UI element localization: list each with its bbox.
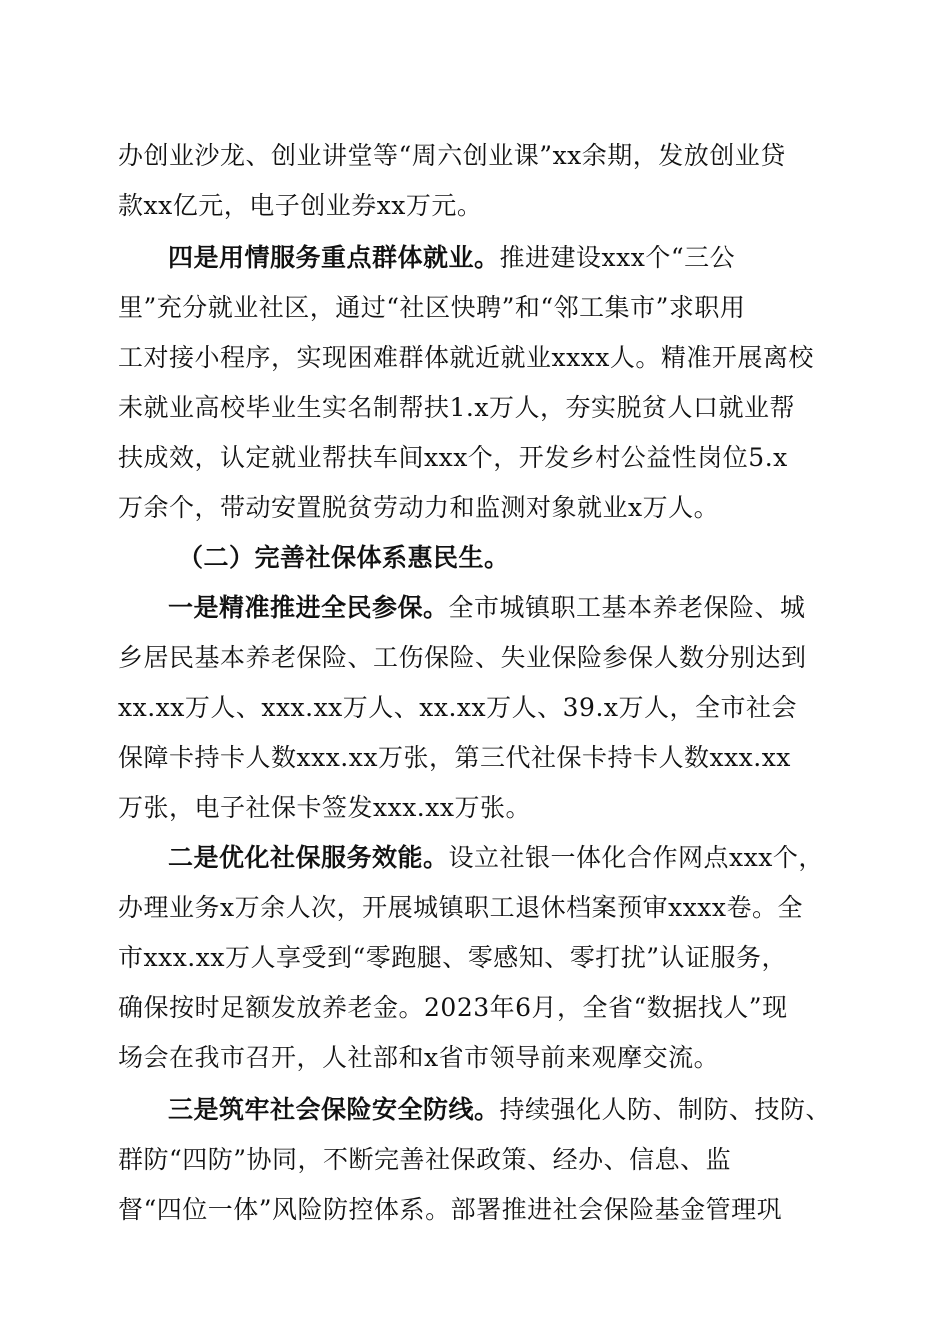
paragraph-lead: 一是精准推进全民参保。 [168, 593, 449, 622]
text-line: 扶成效，认定就业帮扶车间xxx个，开发乡村公益性岗位5.x [118, 443, 788, 472]
paragraph-text: 持续强化人防、制防、技防、 [499, 1095, 832, 1124]
paragraph-first-line [168, 240, 735, 276]
paragraph-first-line [168, 840, 824, 876]
text-line: xx.xx万人、xxx.xx万人、xx.xx万人、39.x万人，全市社会 [118, 693, 797, 722]
paragraph-lead: 二是优化社保服务效能。 [168, 843, 449, 872]
text-line: 款xx亿元，电子创业券xx万元。 [118, 191, 483, 220]
text-line: 确保按时足额发放养老金。2023年6月，全省“数据找人”现 [118, 993, 788, 1022]
text-line: 万张，电子社保卡签发xxx.xx万张。 [118, 793, 531, 822]
text-line: 保障卡持卡人数xxx.xx万张，第三代社保卡持卡人数xxx.xx [118, 743, 791, 772]
paragraph-lead: 三是筑牢社会保险安全防线。 [168, 1095, 500, 1124]
paragraph-first-line [168, 1092, 831, 1128]
paragraph-first-line [168, 590, 806, 626]
text-line: 场会在我市召开，人社部和x省市领导前来观摩交流。 [118, 1043, 720, 1072]
text-line: 工对接小程序，实现困难群体就近就业xxxx人。精准开展离校 [118, 343, 814, 372]
paragraph-text: 全市城镇职工基本养老保险、城 [448, 593, 806, 622]
text-line: 里”充分就业社区，通过“社区快聘”和“邻工集市”求职用 [118, 293, 746, 322]
paragraph-lead: 四是用情服务重点群体就业。 [168, 243, 500, 272]
text-line: 市xxx.xx万人享受到“零跑腿、零感知、零打扰”认证服务， [118, 943, 788, 972]
text-line: 办创业沙龙、创业讲堂等“周六创业课”xx余期，发放创业贷 [118, 141, 786, 170]
paragraph-text: 设立社银一体化合作网点xxx个， [448, 843, 824, 872]
text-line: 未就业高校毕业生实名制帮扶1.x万人，夯实脱贫人口就业帮 [118, 393, 795, 422]
text-line: 办理业务x万余人次，开展城镇职工退休档案预审xxxx卷。全 [118, 893, 803, 922]
text-line: 督“四位一体”风险防控体系。部署推进社会保险基金管理巩 [118, 1195, 783, 1224]
text-line: 群防“四防”协同，不断完善社保政策、经办、信息、监 [118, 1145, 732, 1174]
section-heading: （二）完善社保体系惠民生。 [178, 543, 510, 572]
paragraph-text: 推进建设xxx个“三公 [499, 243, 736, 272]
text-line: 乡居民基本养老保险、工伤保险、失业保险参保人数分别达到 [118, 643, 807, 672]
text-line: 万余个，带动安置脱贫劳动力和监测对象就业x万人。 [118, 493, 720, 522]
